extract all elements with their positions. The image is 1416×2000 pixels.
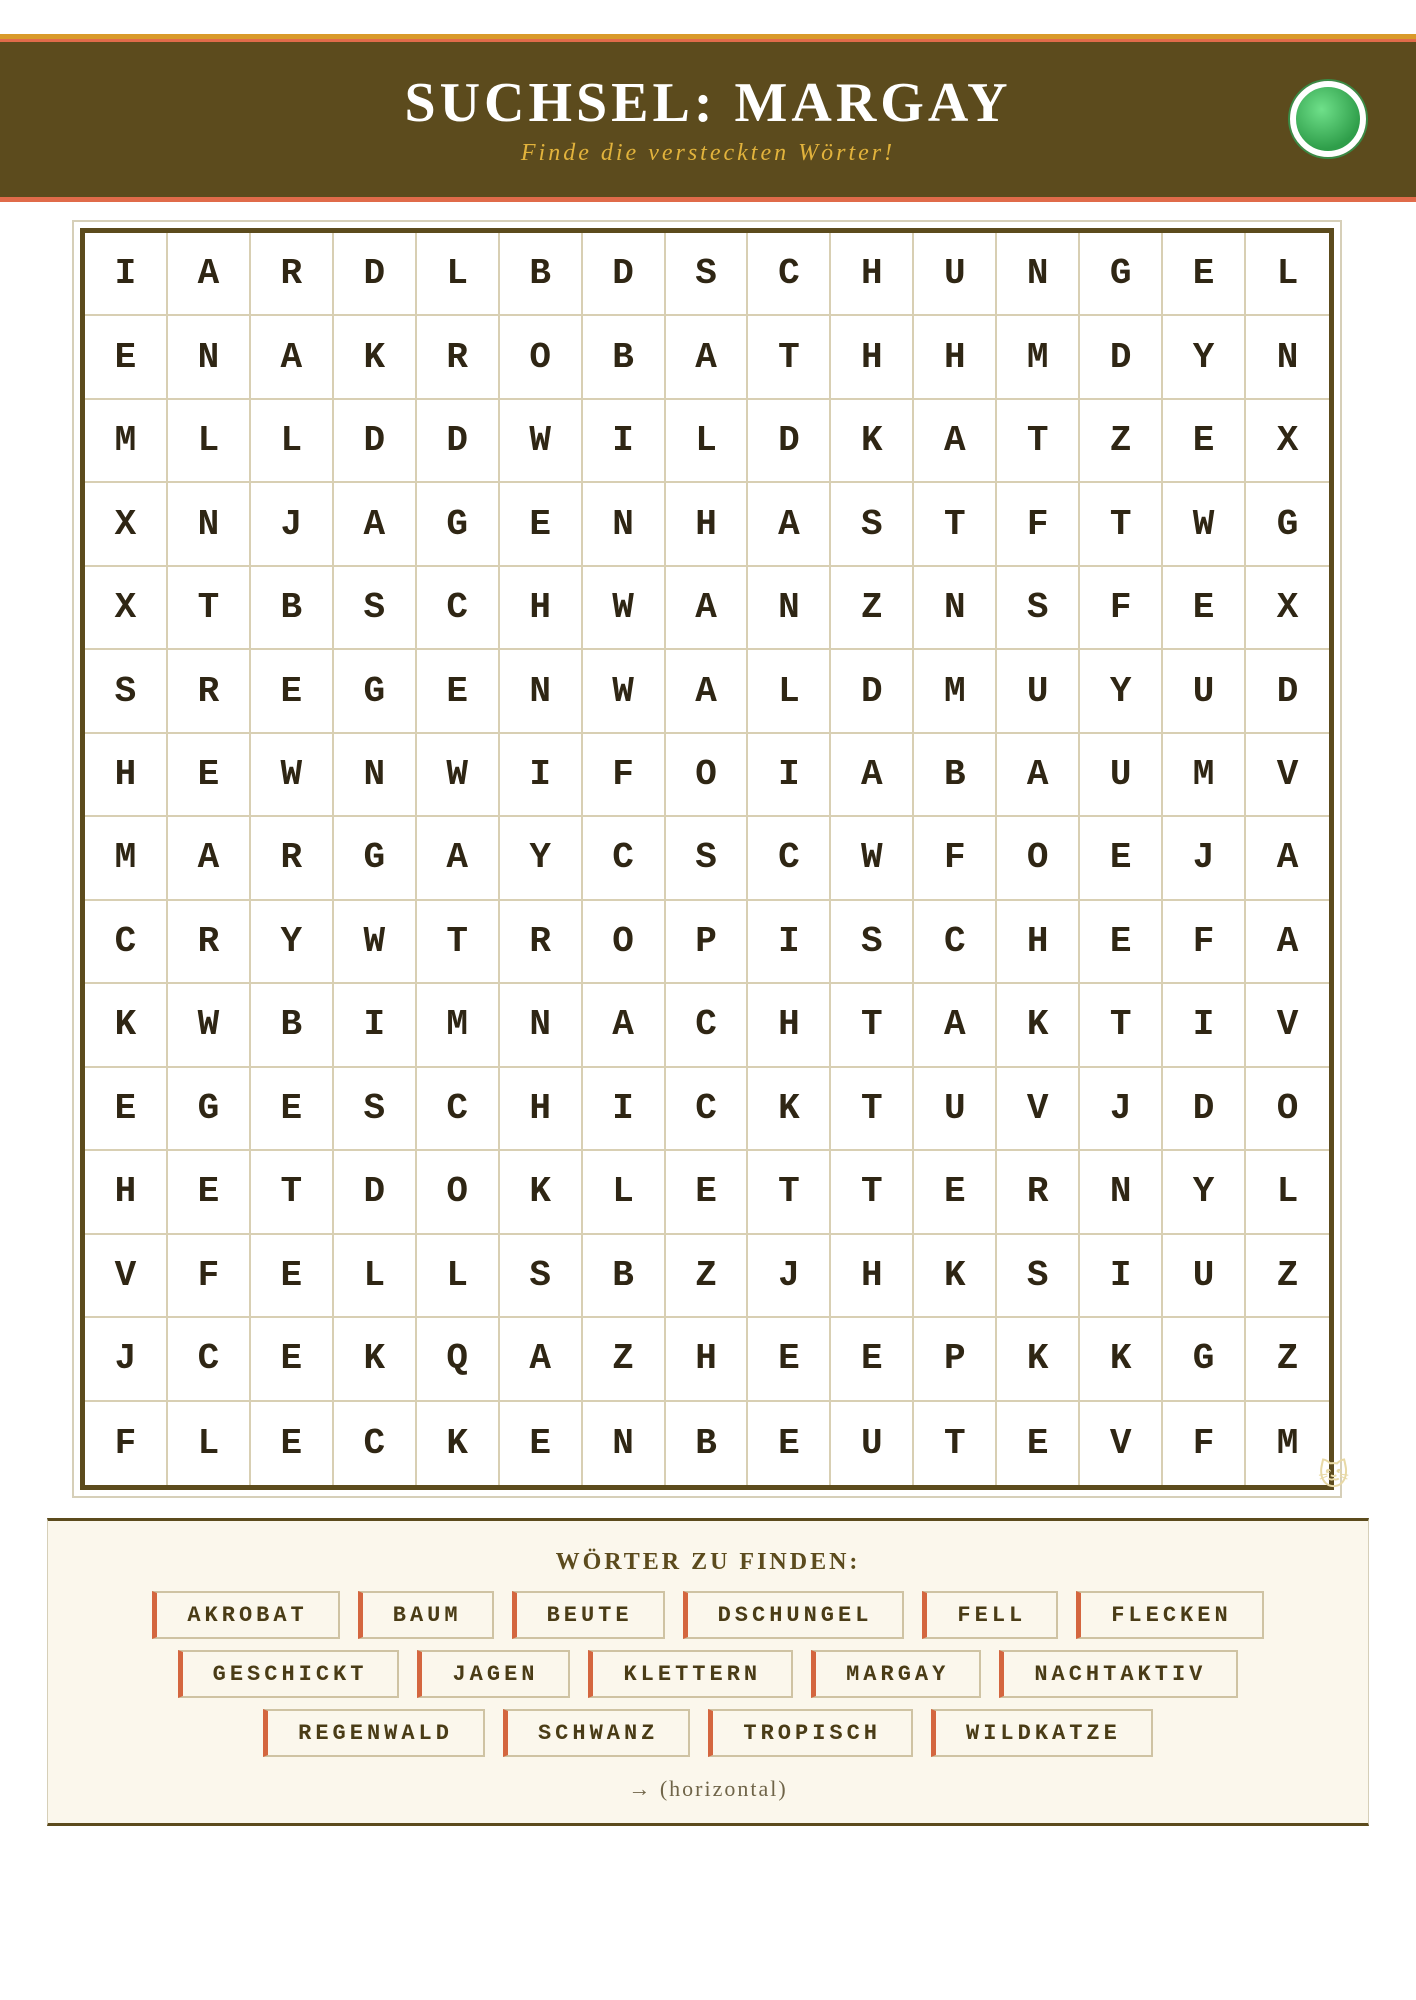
grid-cell[interactable]: Y [1163, 1151, 1246, 1234]
grid-cell[interactable]: S [831, 483, 914, 566]
grid-cell[interactable]: G [334, 650, 417, 733]
grid-cell[interactable]: T [748, 316, 831, 399]
grid-cell[interactable]: L [417, 1235, 500, 1318]
grid-cell[interactable]: W [583, 567, 666, 650]
direction-hint: → (horizontal) [628, 1776, 788, 1801]
header-banner [0, 34, 1416, 202]
grid-cell[interactable]: B [666, 1402, 749, 1485]
grid-cell[interactable]: F [1163, 901, 1246, 984]
grid-cell[interactable]: J [251, 483, 334, 566]
grid-cell[interactable]: D [748, 400, 831, 483]
grid-cell[interactable]: N [168, 316, 251, 399]
grid-cell[interactable]: J [1163, 817, 1246, 900]
word-chip-nachtaktiv: NACHTAKTIV [999, 1650, 1238, 1698]
grid-cell[interactable]: M [85, 400, 168, 483]
grid-cell[interactable]: Z [666, 1235, 749, 1318]
grid-cell[interactable]: V [997, 1068, 1080, 1151]
grid-cell[interactable]: I [85, 233, 168, 316]
grid-cell[interactable]: R [251, 233, 334, 316]
grid-cell[interactable]: M [997, 316, 1080, 399]
grid-cell[interactable]: E [1163, 233, 1246, 316]
grid-cell[interactable]: N [1246, 316, 1329, 399]
grid-cell[interactable]: T [997, 400, 1080, 483]
grid-cell[interactable]: E [831, 1318, 914, 1401]
grid-cell[interactable]: A [914, 400, 997, 483]
grid-cell[interactable]: D [334, 1151, 417, 1234]
grid-cell[interactable]: H [831, 233, 914, 316]
grid-cell[interactable]: T [831, 1151, 914, 1234]
grid-cell[interactable]: I [334, 984, 417, 1067]
grid-cell[interactable]: X [85, 483, 168, 566]
grid-cell[interactable]: I [583, 400, 666, 483]
grid-cell[interactable]: Z [1246, 1235, 1329, 1318]
grid-cell[interactable]: U [1163, 1235, 1246, 1318]
grid-cell[interactable]: K [997, 984, 1080, 1067]
grid-cell[interactable]: X [1246, 567, 1329, 650]
grid-cell[interactable]: F [1080, 567, 1163, 650]
grid-cell[interactable]: R [997, 1151, 1080, 1234]
grid-cell[interactable]: U [997, 650, 1080, 733]
word-chip-wildkatze: WILDKATZE [931, 1709, 1153, 1757]
grid-cell[interactable]: Y [1080, 650, 1163, 733]
grid-cell[interactable]: D [831, 650, 914, 733]
grid-cell[interactable]: H [85, 1151, 168, 1234]
grid-cell[interactable]: L [583, 1151, 666, 1234]
grid-cell[interactable]: L [168, 400, 251, 483]
grid-cell[interactable]: X [1246, 400, 1329, 483]
grid-cell[interactable]: H [831, 1235, 914, 1318]
grid-cell[interactable]: C [334, 1402, 417, 1485]
grid-cell[interactable]: E [251, 1402, 334, 1485]
grid-cell[interactable]: W [1163, 483, 1246, 566]
grid-cell[interactable]: C [583, 817, 666, 900]
grid-cell[interactable]: D [1163, 1068, 1246, 1151]
cat-icon: 🐱 [1318, 1458, 1350, 1493]
grid-cell[interactable]: N [583, 483, 666, 566]
grid-cell[interactable]: B [914, 734, 997, 817]
grid-cell[interactable]: F [583, 734, 666, 817]
grid-cell[interactable]: N [583, 1402, 666, 1485]
grid-cell[interactable]: G [168, 1068, 251, 1151]
word-chip-baum: BAUM [358, 1591, 494, 1639]
grid-cell[interactable]: C [748, 817, 831, 900]
grid-cell[interactable]: L [417, 233, 500, 316]
grid-cell[interactable]: B [251, 567, 334, 650]
grid-cell[interactable]: K [500, 1151, 583, 1234]
word-chip-klettern: KLETTERN [588, 1650, 793, 1698]
grid-cell[interactable]: J [1080, 1068, 1163, 1151]
grid-cell[interactable]: A [1246, 901, 1329, 984]
grid-cell[interactable]: Z [1246, 1318, 1329, 1401]
grid-cell[interactable]: E [500, 1402, 583, 1485]
grid-cell[interactable]: O [997, 817, 1080, 900]
grid-cell[interactable]: J [85, 1318, 168, 1401]
grid-cell[interactable]: V [1080, 1402, 1163, 1485]
grid-cell[interactable]: C [417, 1068, 500, 1151]
grid-cell[interactable]: O [1246, 1068, 1329, 1151]
grid-cell[interactable]: D [417, 400, 500, 483]
word-chip-tropisch: TROPISCH [708, 1709, 913, 1757]
grid-cell[interactable]: E [1163, 400, 1246, 483]
grid-cell[interactable]: E [251, 1318, 334, 1401]
grid-cell[interactable]: G [417, 483, 500, 566]
page-subtitle: Finde die versteckten Wörter! [520, 140, 896, 166]
grid-cell[interactable]: C [168, 1318, 251, 1401]
grid-cell[interactable]: V [85, 1235, 168, 1318]
grid-cell[interactable]: E [417, 650, 500, 733]
grid-cell[interactable]: N [168, 483, 251, 566]
grid-cell[interactable]: A [831, 734, 914, 817]
grid-cell[interactable]: G [1246, 483, 1329, 566]
grid-cell[interactable]: R [417, 316, 500, 399]
grid-cell[interactable]: S [666, 233, 749, 316]
grid-cell[interactable]: A [583, 984, 666, 1067]
word-chip-jagen: JAGEN [417, 1650, 570, 1698]
grid-cell[interactable]: N [997, 233, 1080, 316]
grid-cell[interactable]: B [583, 316, 666, 399]
grid-cell[interactable]: K [334, 1318, 417, 1401]
grid-cell[interactable]: T [1080, 984, 1163, 1067]
grid-cell[interactable]: E [251, 1235, 334, 1318]
grid-cell[interactable]: C [417, 567, 500, 650]
grid-cell[interactable]: H [500, 1068, 583, 1151]
grid-cell[interactable]: H [85, 734, 168, 817]
grid-cell[interactable]: D [1246, 650, 1329, 733]
grid-cell[interactable]: T [748, 1151, 831, 1234]
grid-cell[interactable]: G [334, 817, 417, 900]
grid-cell[interactable]: Y [1163, 316, 1246, 399]
word-list-title: WÖRTER ZU FINDEN: [555, 1549, 861, 1575]
word-chip-schwanz: SCHWANZ [503, 1709, 690, 1757]
grid-cell[interactable]: U [831, 1402, 914, 1485]
grid-cell[interactable]: A [914, 984, 997, 1067]
grid-cell[interactable]: E [748, 1318, 831, 1401]
grid-cell[interactable]: W [500, 400, 583, 483]
grid-cell[interactable]: E [748, 1402, 831, 1485]
grid-cell[interactable]: M [914, 650, 997, 733]
grid-cell[interactable]: D [1080, 316, 1163, 399]
grid-cell[interactable]: A [666, 567, 749, 650]
grid-cell[interactable]: M [85, 817, 168, 900]
grid-cell[interactable]: I [500, 734, 583, 817]
grid-cell[interactable]: L [251, 400, 334, 483]
grid-cell[interactable]: H [997, 901, 1080, 984]
green-circle-icon[interactable] [1290, 81, 1366, 157]
grid-cell[interactable]: E [85, 316, 168, 399]
grid-cell[interactable]: A [997, 734, 1080, 817]
grid-cell[interactable]: L [1246, 1151, 1329, 1234]
grid-cell[interactable]: F [1163, 1402, 1246, 1485]
grid-cell[interactable]: W [417, 734, 500, 817]
grid-cell[interactable]: L [1246, 233, 1329, 316]
grid-cell[interactable]: R [168, 650, 251, 733]
word-list-panel [47, 1518, 1369, 1826]
grid-cell[interactable]: E [500, 483, 583, 566]
grid-cell[interactable]: R [500, 901, 583, 984]
grid-cell[interactable]: A [417, 817, 500, 900]
grid-cell[interactable]: T [914, 1402, 997, 1485]
grid-cell[interactable]: H [914, 316, 997, 399]
grid-cell[interactable]: O [417, 1151, 500, 1234]
word-chip-regenwald: REGENWALD [263, 1709, 485, 1757]
grid-cell[interactable]: L [748, 650, 831, 733]
grid-cell[interactable]: D [583, 233, 666, 316]
grid-cell[interactable]: T [417, 901, 500, 984]
word-chip-geschickt: GESCHICKT [178, 1650, 400, 1698]
grid-cell[interactable]: W [251, 734, 334, 817]
grid-cell[interactable]: L [666, 400, 749, 483]
grid-cell[interactable]: D [334, 400, 417, 483]
grid-cell[interactable]: G [1080, 233, 1163, 316]
grid-cell[interactable]: C [85, 901, 168, 984]
grid-cell[interactable]: P [666, 901, 749, 984]
grid-cell[interactable]: F [997, 483, 1080, 566]
grid-cell[interactable]: R [168, 901, 251, 984]
grid-cell[interactable]: M [1163, 734, 1246, 817]
grid-cell[interactable]: A [168, 817, 251, 900]
grid-cell[interactable]: W [831, 817, 914, 900]
grid-cell[interactable]: E [168, 734, 251, 817]
grid-cell[interactable]: R [251, 817, 334, 900]
grid-cell[interactable]: T [914, 483, 997, 566]
grid-cell[interactable]: E [997, 1402, 1080, 1485]
grid-cell[interactable]: I [748, 734, 831, 817]
grid-cell[interactable]: C [914, 901, 997, 984]
grid-cell[interactable]: S [831, 901, 914, 984]
grid-cell[interactable]: A [666, 316, 749, 399]
grid-cell[interactable]: Y [500, 817, 583, 900]
grid-cell[interactable]: E [914, 1151, 997, 1234]
grid-cell[interactable]: O [666, 734, 749, 817]
grid-cell[interactable]: S [500, 1235, 583, 1318]
grid-cell[interactable]: T [251, 1151, 334, 1234]
grid-cell[interactable]: A [251, 316, 334, 399]
grid-cell[interactable]: E [251, 650, 334, 733]
grid-cell[interactable]: N [1080, 1151, 1163, 1234]
grid-cell[interactable]: J [748, 1235, 831, 1318]
grid-cell[interactable]: L [334, 1235, 417, 1318]
grid-cell[interactable]: G [1163, 1318, 1246, 1401]
grid-cell[interactable]: V [1246, 984, 1329, 1067]
grid-cell[interactable]: U [1163, 650, 1246, 733]
grid-cell[interactable]: E [251, 1068, 334, 1151]
grid-cell[interactable]: K [1080, 1318, 1163, 1401]
grid-cell[interactable]: E [1163, 567, 1246, 650]
grid-cell[interactable]: Z [831, 567, 914, 650]
grid-cell[interactable]: S [997, 567, 1080, 650]
grid-cell[interactable]: U [914, 233, 997, 316]
grid-cell[interactable]: S [334, 567, 417, 650]
grid-cell[interactable]: I [583, 1068, 666, 1151]
grid-cell[interactable]: T [831, 984, 914, 1067]
grid-cell[interactable]: K [997, 1318, 1080, 1401]
grid-cell[interactable]: K [914, 1235, 997, 1318]
letter-grid [85, 233, 1329, 1485]
grid-cell[interactable]: Z [1080, 400, 1163, 483]
grid-cell[interactable]: A [666, 650, 749, 733]
grid-cell[interactable]: O [583, 901, 666, 984]
grid-cell[interactable]: B [500, 233, 583, 316]
word-row [48, 1709, 1368, 1757]
word-chip-margay: MARGAY [811, 1650, 981, 1698]
grid-cell[interactable]: C [666, 984, 749, 1067]
grid-cell[interactable]: S [666, 817, 749, 900]
word-row [48, 1650, 1368, 1698]
grid-cell[interactable]: E [1080, 817, 1163, 900]
grid-cell[interactable]: K [417, 1402, 500, 1485]
grid-cell[interactable]: K [85, 984, 168, 1067]
word-chip-akrobat: AKROBAT [152, 1591, 339, 1639]
grid-cell[interactable]: N [748, 567, 831, 650]
grid-cell[interactable]: V [1246, 734, 1329, 817]
grid-cell[interactable]: N [500, 650, 583, 733]
grid-cell[interactable]: T [168, 567, 251, 650]
grid-cell[interactable]: N [914, 567, 997, 650]
page-title: SUCHSEL: MARGAY [404, 72, 1012, 134]
grid-cell[interactable]: A [334, 483, 417, 566]
grid-cell[interactable]: E [85, 1068, 168, 1151]
grid-cell[interactable]: Y [251, 901, 334, 984]
word-chip-beute: BEUTE [512, 1591, 665, 1639]
grid-cell[interactable]: I [748, 901, 831, 984]
grid-cell[interactable]: A [168, 233, 251, 316]
grid-cell[interactable]: E [168, 1151, 251, 1234]
grid-cell[interactable]: U [1080, 734, 1163, 817]
grid-cell[interactable]: T [831, 1068, 914, 1151]
grid-cell[interactable]: W [583, 650, 666, 733]
grid-cell[interactable]: U [914, 1068, 997, 1151]
grid-cell[interactable]: I [1080, 1235, 1163, 1318]
grid-cell[interactable]: T [1080, 483, 1163, 566]
grid-cell[interactable]: A [1246, 817, 1329, 900]
word-chip-flecken: FLECKEN [1076, 1591, 1263, 1639]
grid-cell[interactable]: W [334, 901, 417, 984]
grid-cell[interactable]: H [666, 483, 749, 566]
puzzle-container [72, 220, 1342, 1498]
grid-cell[interactable]: C [666, 1068, 749, 1151]
grid-cell[interactable]: N [334, 734, 417, 817]
grid-cell[interactable]: E [1080, 901, 1163, 984]
grid-cell[interactable]: K [334, 316, 417, 399]
grid-cell[interactable]: M [1276, 1422, 1299, 1464]
grid-cell[interactable]: Z [583, 1318, 666, 1401]
word-row [48, 1591, 1368, 1639]
grid-cell[interactable]: X [85, 567, 168, 650]
grid-cell[interactable]: K [748, 1068, 831, 1151]
grid-cell[interactable]: A [500, 1318, 583, 1401]
grid-cell[interactable]: O [500, 316, 583, 399]
grid-cell[interactable]: S [997, 1235, 1080, 1318]
grid-cell[interactable]: N [500, 984, 583, 1067]
grid-cell[interactable]: L [168, 1402, 251, 1485]
grid-cell[interactable]: B [583, 1235, 666, 1318]
word-chip-fell: FELL [922, 1591, 1058, 1639]
grid-cell[interactable]: D [334, 233, 417, 316]
puzzle-frame [80, 228, 1334, 1490]
grid-cell[interactable]: H [831, 316, 914, 399]
grid-cell[interactable]: Q [417, 1318, 500, 1401]
grid-cell[interactable]: I [1163, 984, 1246, 1067]
grid-cell[interactable]: S [334, 1068, 417, 1151]
grid-cell[interactable]: B [251, 984, 334, 1067]
grid-cell[interactable]: S [85, 650, 168, 733]
grid-cell[interactable]: E [666, 1151, 749, 1234]
grid-cell[interactable]: H [500, 567, 583, 650]
grid-cell[interactable]: P [914, 1318, 997, 1401]
word-chip-dschungel: DSCHUNGEL [683, 1591, 905, 1639]
grid-cell[interactable]: F [914, 817, 997, 900]
grid-cell[interactable]: C [748, 233, 831, 316]
grid-cell[interactable]: W [168, 984, 251, 1067]
grid-cell[interactable]: M [417, 984, 500, 1067]
grid-cell[interactable]: F [168, 1235, 251, 1318]
grid-cell[interactable]: K [831, 400, 914, 483]
grid-cell[interactable]: A [748, 483, 831, 566]
grid-cell[interactable]: F [85, 1402, 168, 1485]
grid-cell[interactable]: H [666, 1318, 749, 1401]
grid-cell[interactable]: H [748, 984, 831, 1067]
